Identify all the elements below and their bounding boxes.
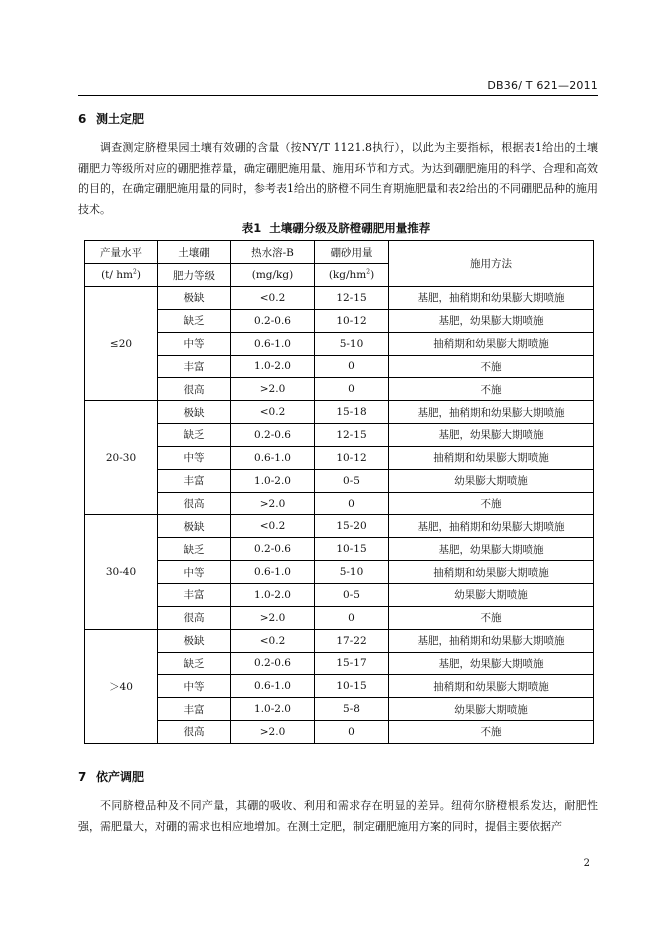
cell-boron: 0.6-1.0 [231,332,315,355]
cell-method: 幼果膨大期喷施 [389,698,594,721]
section-7-paragraph: 不同脐橙品种及不同产量，其硼的吸收、利用和需求存在明显的差异。纽荷尔脐橙根系发达，耐肥性强，需肥量大，对硼的需求也相应地增加。在测土定肥，制定硼肥施用方案的同时，提倡主要依据产 [78,799,598,833]
table-row [85,401,594,424]
cell-grade: 很高 [158,721,231,744]
section-number: 7 [78,770,87,784]
cell-yield-level: ≤20 [85,287,158,401]
table-row [85,424,594,447]
table-row [85,469,594,492]
table-row [85,309,594,332]
cell-grade: 很高 [158,378,231,401]
cell-boron: 0.6-1.0 [231,446,315,469]
cell-borax: 10-12 [315,309,389,332]
table-caption: 土壤硼分级及脐橙硼肥用量推荐 [269,221,431,235]
table-row [85,355,594,378]
cell-grade: 丰富 [158,355,231,378]
cell-grade: 极缺 [158,515,231,538]
cell-method: 基肥，幼果膨大期喷施 [389,309,594,332]
cell-boron: >2.0 [231,378,315,401]
cell-boron: <0.2 [231,287,315,310]
cell-grade: 极缺 [158,287,231,310]
cell-yield-level: 30-40 [85,515,158,629]
cell-yield-level: 20-30 [85,401,158,515]
table-row [85,606,594,629]
cell-boron: 1.0-2.0 [231,355,315,378]
cell-borax: 12-15 [315,287,389,310]
table-header-row-1 [85,241,594,264]
cell-method: 基肥，抽稍期和幼果膨大期喷施 [389,401,594,424]
section-number: 6 [78,112,87,126]
header-boron: 热水溶-B [231,241,315,264]
cell-grade: 缺乏 [158,424,231,447]
cell-grade: 缺乏 [158,652,231,675]
table-row [85,652,594,675]
table-row [85,515,594,538]
cell-borax: 0 [315,721,389,744]
table-row [85,698,594,721]
cell-grade: 丰富 [158,469,231,492]
cell-boron: >2.0 [231,492,315,515]
cell-method: 基肥，抽稍期和幼果膨大期喷施 [389,515,594,538]
cell-grade: 缺乏 [158,309,231,332]
cell-borax: 0 [315,378,389,401]
cell-method: 幼果膨大期喷施 [389,583,594,606]
cell-method: 不施 [389,606,594,629]
cell-boron: <0.2 [231,515,315,538]
header-borax-unit: $(kg/hm^2)$ [315,264,389,287]
table-body [85,287,594,744]
cell-boron: 0.2-0.6 [231,652,315,675]
cell-method: 不施 [389,721,594,744]
table-row [85,629,594,652]
cell-boron: 0.6-1.0 [231,675,315,698]
doc-code: DB36/ T 621—2011 [487,79,598,92]
cell-method: 基肥，幼果膨大期喷施 [389,652,594,675]
section-7-heading [78,768,144,785]
cell-grade: 很高 [158,492,231,515]
cell-method: 不施 [389,492,594,515]
cell-method: 不施 [389,355,594,378]
cell-boron: >2.0 [231,606,315,629]
header-method: 施用方法 [389,241,594,287]
cell-grade: 中等 [158,446,231,469]
cell-borax: 5-10 [315,561,389,584]
boron-recommendation-table [84,240,594,744]
table-row [85,561,594,584]
cell-grade: 极缺 [158,401,231,424]
cell-method: 基肥，幼果膨大期喷施 [389,424,594,447]
table-row [85,287,594,310]
cell-grade: 中等 [158,561,231,584]
section-6-heading [78,110,144,127]
cell-method: 抽稍期和幼果膨大期喷施 [389,561,594,584]
cell-method: 基肥，抽稍期和幼果膨大期喷施 [389,287,594,310]
header-yield-unit: (t/ $hm^2$) [85,264,158,287]
table-row [85,492,594,515]
cell-grade: 缺乏 [158,538,231,561]
cell-borax: 0 [315,606,389,629]
table-row [85,583,594,606]
cell-boron: 0.2-0.6 [231,309,315,332]
cell-method: 基肥，幼果膨大期喷施 [389,538,594,561]
cell-borax: 0 [315,355,389,378]
cell-boron: 1.0-2.0 [231,698,315,721]
cell-boron: 0.2-0.6 [231,538,315,561]
cell-method: 抽稍期和幼果膨大期喷施 [389,446,594,469]
section-6-paragraph: 调查测定脐橙果园土壤有效硼的含量（按NY/T 1121.8执行），以此为主要指标，根据表1给出的土壤硼肥力等级所对应的硼肥推荐量，确定硼肥施用量、施用环节和方式。为达到硼肥施用的科学、合理和高效的目的，在确定硼肥施用量的同时，参考表1给出的脐橙不同生育期施肥量和表2给出的不同硼肥品种的施用技术。 [78,141,598,216]
header-borax: 硼砂用量 [315,241,389,264]
cell-method: 幼果膨大期喷施 [389,469,594,492]
section-title: 依产调肥 [96,770,145,784]
cell-boron: 1.0-2.0 [231,469,315,492]
table-row [85,332,594,355]
cell-borax: 15-18 [315,401,389,424]
cell-boron: <0.2 [231,629,315,652]
cell-method: 抽稍期和幼果膨大期喷施 [389,332,594,355]
cell-borax: 0 [315,492,389,515]
cell-boron: <0.2 [231,401,315,424]
cell-borax: 5-10 [315,332,389,355]
cell-grade: 极缺 [158,629,231,652]
cell-borax: 10-12 [315,446,389,469]
cell-borax: 10-15 [315,675,389,698]
cell-boron: 1.0-2.0 [231,583,315,606]
table-row [85,446,594,469]
cell-method: 抽稍期和幼果膨大期喷施 [389,675,594,698]
cell-borax: 15-20 [315,515,389,538]
cell-grade: 中等 [158,675,231,698]
cell-borax: 10-15 [315,538,389,561]
cell-yield-level: ＞40 [85,629,158,743]
cell-method: 基肥，抽稍期和幼果膨大期喷施 [389,629,594,652]
cell-borax: 0-5 [315,583,389,606]
cell-borax: 0-5 [315,469,389,492]
table-row [85,721,594,744]
table-label: 表1 [241,221,262,235]
table-row [85,538,594,561]
cell-borax: 17-22 [315,629,389,652]
cell-method: 不施 [389,378,594,401]
header-boron-unit: (mg/kg) [231,264,315,287]
header-rule [78,95,598,96]
cell-grade: 丰富 [158,583,231,606]
table-title [78,220,594,236]
table-row [85,378,594,401]
header-grade: 土壤硼 [158,241,231,264]
cell-boron: 0.6-1.0 [231,561,315,584]
cell-grade: 中等 [158,332,231,355]
cell-boron: >2.0 [231,721,315,744]
table-row [85,675,594,698]
cell-grade: 很高 [158,606,231,629]
header-grade-line2: 肥力等级 [158,264,231,287]
header-yield: 产量水平 [85,241,158,264]
page-number: 2 [583,858,590,869]
cell-grade: 丰富 [158,698,231,721]
cell-borax: 5-8 [315,698,389,721]
cell-borax: 15-17 [315,652,389,675]
section-title: 测土定肥 [96,112,145,126]
cell-boron: 0.2-0.6 [231,424,315,447]
cell-borax: 12-15 [315,424,389,447]
